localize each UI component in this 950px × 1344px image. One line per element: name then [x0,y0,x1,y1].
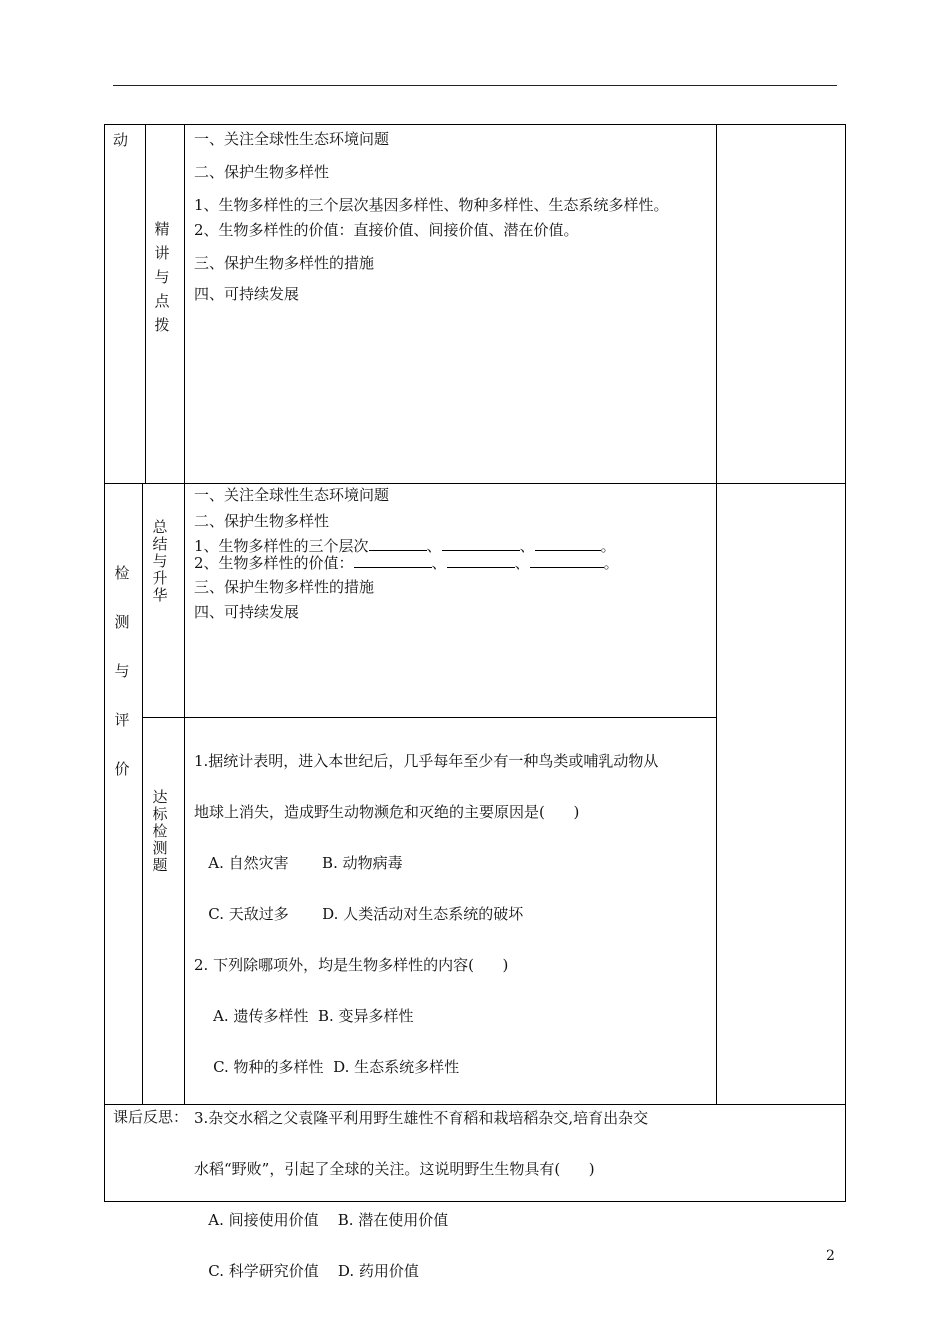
label-char: 测 [114,613,130,631]
label-char: 拨 [154,316,170,334]
question-line: 1.据统计表明，进入本世纪后，几乎每年至少有一种鸟类或哺乳动物从 [194,752,659,770]
test-questions [194,719,658,1297]
option-line: A. 遗传多样性 B. 变异多样性 [194,1007,414,1025]
fill-prefix: 1、生物多样性的三个层次 [194,537,369,555]
section1-line: 一、关注全球性生态环境问题 [194,130,390,148]
label-char: 测 [152,839,168,857]
section1-line: 二、保护生物多样性 [194,163,330,181]
question-line: 水稻“野败”，引起了全球的关注。这说明野生生物具有( ) [194,1160,595,1178]
header-rule [113,85,837,86]
fill-sep: 、 [519,537,535,555]
label-char: 与 [114,662,130,680]
section2-left-label [110,549,134,794]
option-line: C. 物种的多样性 D. 生态系统多样性 [194,1058,460,1076]
fill-end: 。 [600,537,616,555]
test-label [148,789,172,874]
answer-blank[interactable] [530,553,604,568]
label-char: 检 [114,564,130,582]
label-char: 与 [152,552,168,570]
fill-sep: 、 [426,537,442,555]
section1-sub-label [150,217,174,337]
label-char: 升 [152,569,168,587]
section1-line: 1、生物多样性的三个层次基因多样性、物种多样性、生态系统多样性。 [194,196,669,214]
option-line: C. 天敌过多 D. 人类活动对生态系统的破坏 [194,905,524,923]
fill-sep: 、 [431,554,447,572]
section1-line: 2、生物多样性的价值：直接价值、间接价值、潜在价值。 [194,221,579,239]
label-char: 讲 [154,244,170,262]
question-line: 2. 下列除哪项外，均是生物多样性的内容( ) [194,956,509,974]
label-char: 点 [154,292,170,310]
label-char: 总 [152,518,168,536]
section1-line: 三、保护生物多样性的措施 [194,254,375,272]
reflection-label: 课后反思： [113,1108,189,1126]
summary-line: 三、保护生物多样性的措施 [194,578,375,596]
question-line: 地球上消失，造成野生动物濒危和灭绝的主要原因是( ) [194,803,580,821]
label-char: 精 [154,220,170,238]
fill-sep: 、 [514,554,530,572]
summary-line: 四、可持续发展 [194,603,300,621]
label-char: 华 [152,586,168,604]
label-char: 标 [152,805,168,823]
summary-label [148,519,172,604]
label-char: 与 [154,268,170,286]
label-char: 达 [152,788,168,806]
fill-end: 。 [603,554,619,572]
section1-line: 四、可持续发展 [194,285,300,303]
option-line: A. 自然灾害 B. 动物病毒 [194,854,403,872]
option-line: C. 科学研究价值 D. 药用价值 [194,1262,419,1280]
summary-line: 一、关注全球性生态环境问题 [194,486,390,504]
fill-prefix: 2、生物多样性的价值： [194,554,354,572]
label-char: 结 [152,535,168,553]
label-char: 价 [114,760,130,778]
summary-fill-line [194,552,619,573]
answer-blank[interactable] [354,553,432,568]
section1-left-label: 动 [113,131,129,149]
option-line: A. 间接使用价值 B. 潜在使用价值 [194,1211,449,1229]
answer-blank[interactable] [369,536,427,551]
label-char: 题 [152,856,168,874]
answer-blank[interactable] [535,536,601,551]
page-number: 2 [826,1248,835,1264]
summary-line: 二、保护生物多样性 [194,512,330,530]
question-line: 3.杂交水稻之父袁隆平利用野生雄性不育稻和栽培稻杂交,培育出杂交 [194,1109,649,1127]
label-char: 检 [152,822,168,840]
answer-blank[interactable] [447,553,515,568]
answer-blank[interactable] [442,536,520,551]
label-char: 评 [114,711,130,729]
